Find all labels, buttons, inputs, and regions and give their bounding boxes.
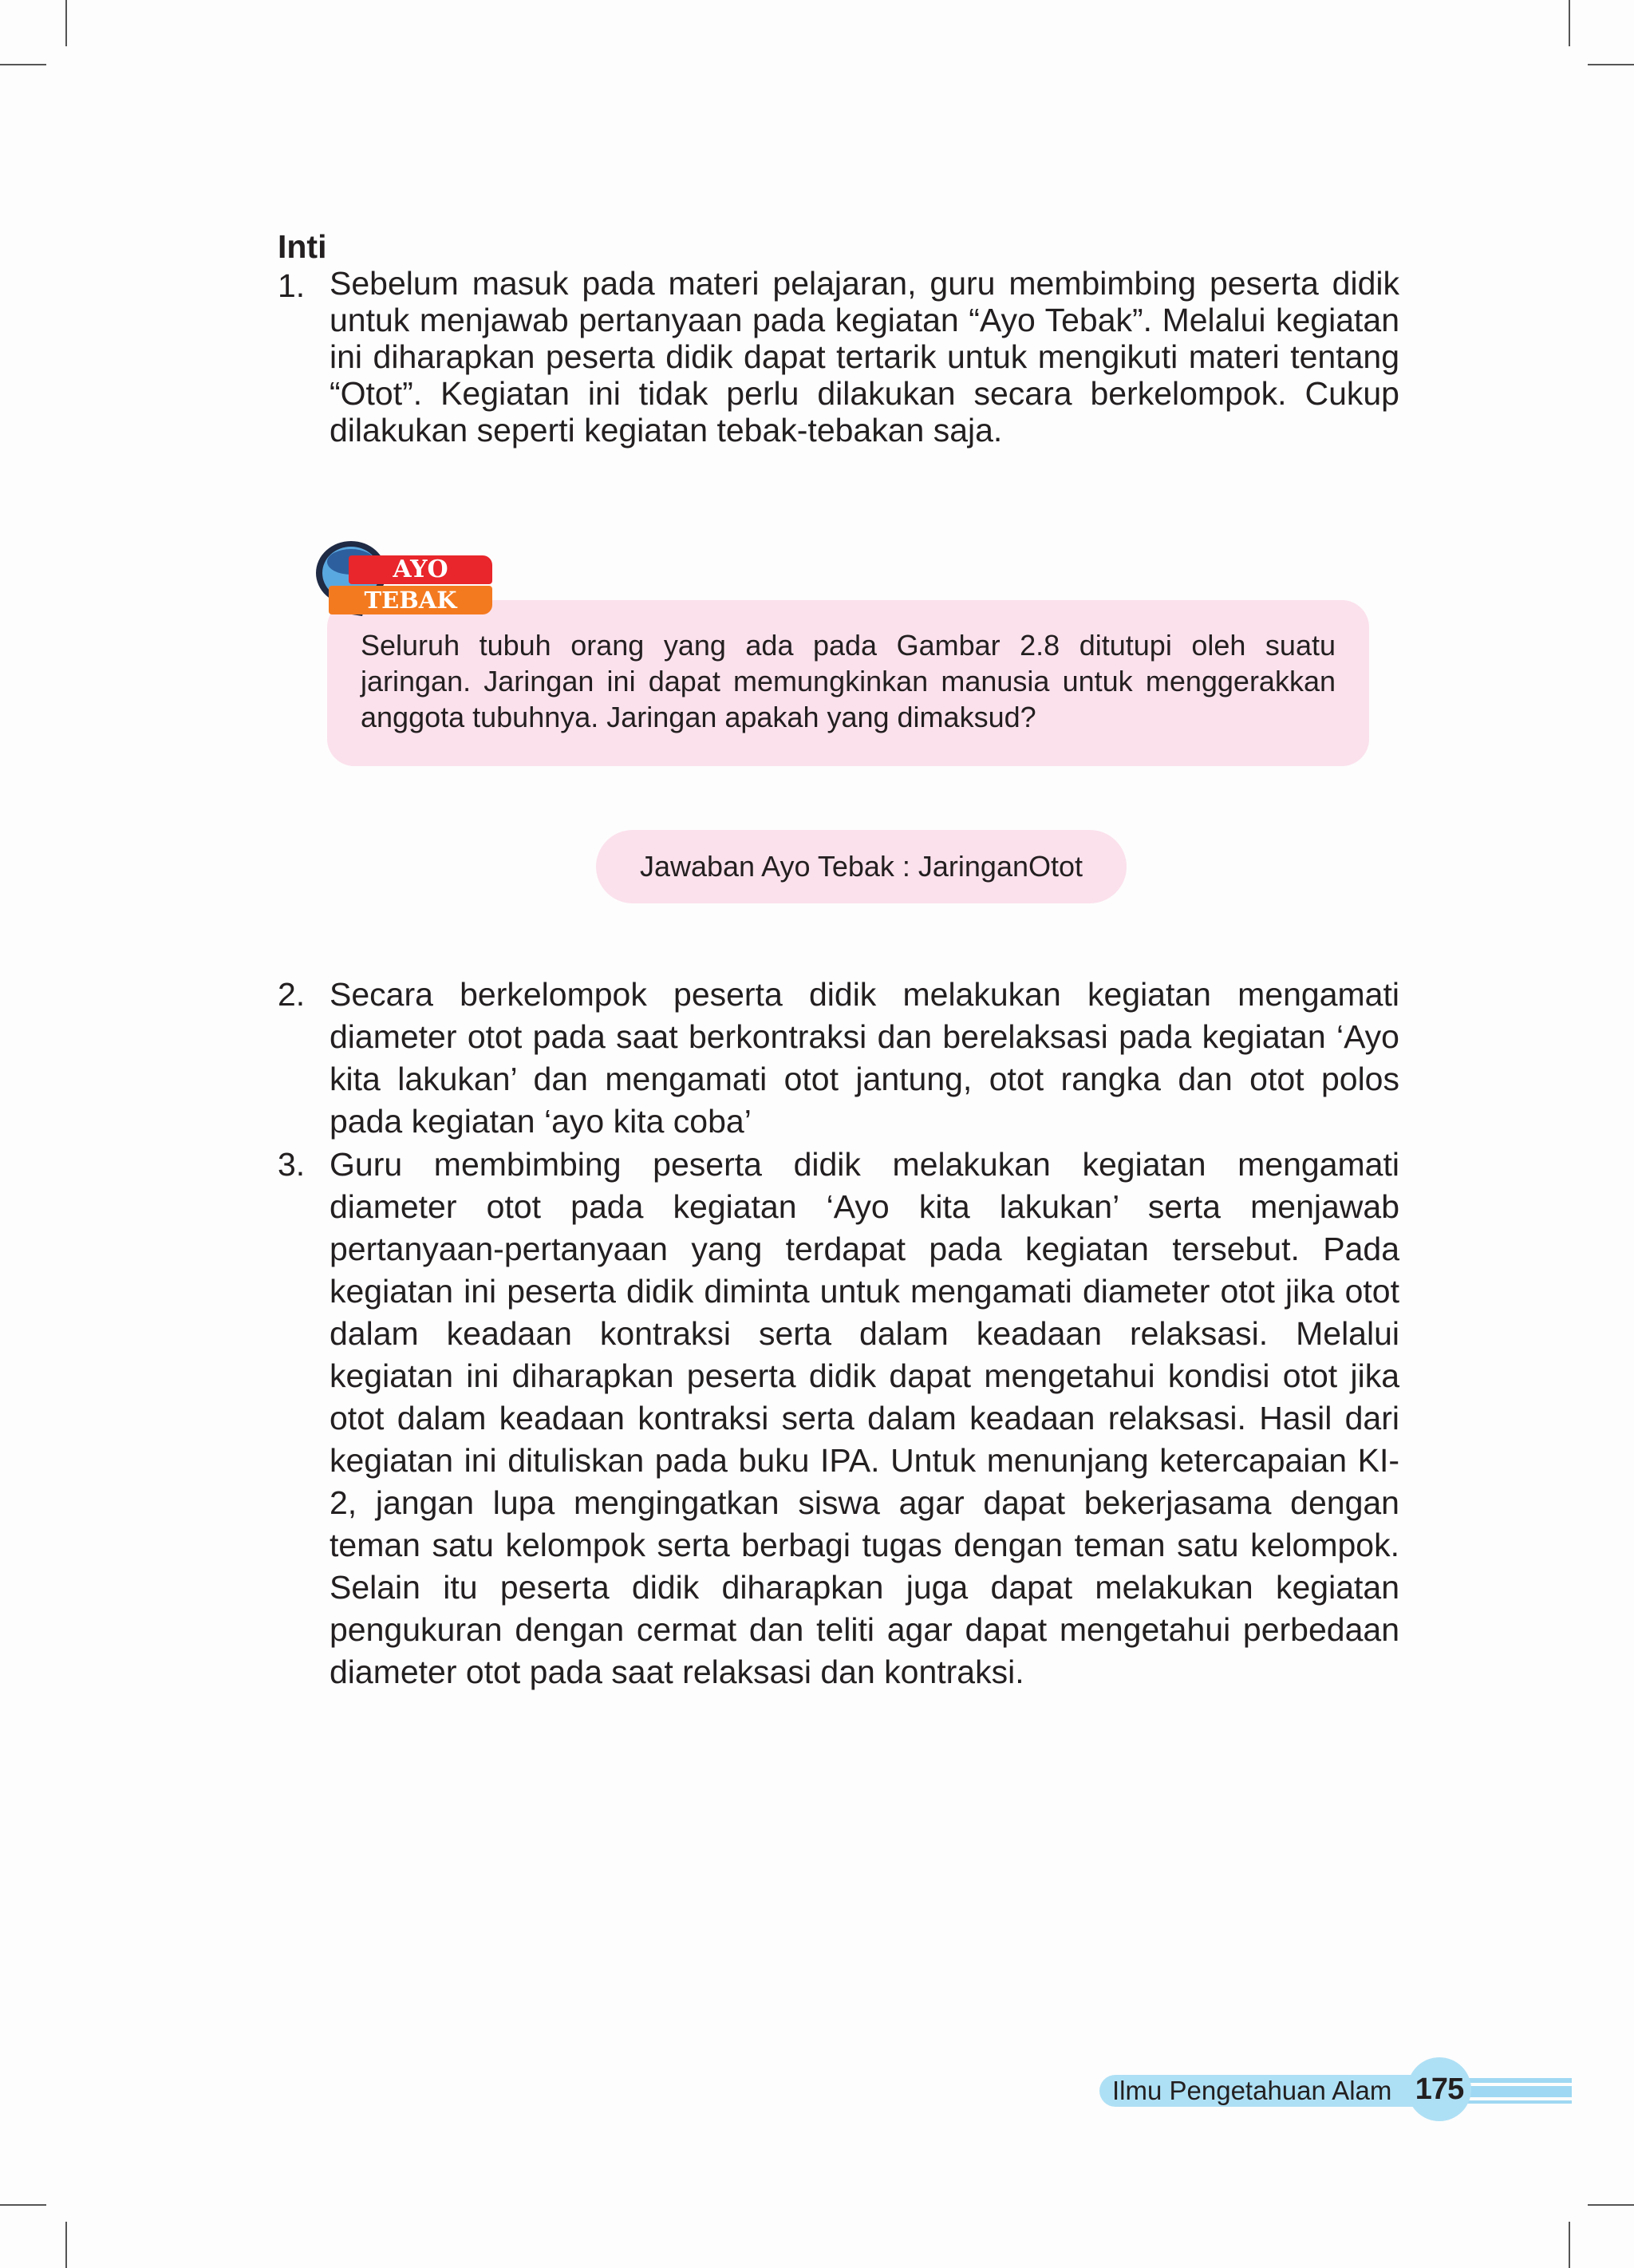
list-item-number: 3. xyxy=(278,1146,306,1183)
crop-mark xyxy=(1569,0,1570,46)
badge-label-tebak: TEBAK xyxy=(329,586,492,614)
footer-book-title: Ilmu Pengetahuan Alam xyxy=(1099,2075,1435,2107)
list-item xyxy=(278,974,1399,1143)
ayo-tebak-answer: Jawaban Ayo Tebak : JaringanOtot xyxy=(596,830,1127,903)
crop-mark xyxy=(0,64,46,65)
list-item-text: Secara berkelompok peserta didik melakukan kegiatan mengamati diameter otot pada saat berkontraksi dan berelaksasi pada kegiatan ‘Ayo kita lakukan’ dan mengamati otot jantung, otot rangka dan otot polos pada kegiatan ‘ayo kita coba’ xyxy=(330,976,1399,1140)
crop-mark xyxy=(1588,64,1634,65)
crop-mark xyxy=(65,0,67,46)
crop-mark xyxy=(0,2204,46,2206)
list-item-text: Sebelum masuk pada materi pelajaran, guru membimbing peserta didik untuk menjawab pertanyaan pada kegiatan “Ayo Tebak”. Melalui kegiatan ini diharapkan peserta didik dapat tertarik untuk mengikuti materi tentang “Otot”. Kegiatan ini tidak perlu dilakukan secara berkelompok. Cukup dilakukan seperti kegiatan tebak-tebakan saja. xyxy=(330,265,1399,448)
crop-mark xyxy=(1588,2204,1634,2206)
list-item-number: 1. xyxy=(278,267,306,304)
section-heading: Inti xyxy=(278,228,327,265)
badge-label-ayo: AYO xyxy=(349,555,492,584)
list-item-text: Guru membimbing peserta didik melakukan kegiatan mengamati diameter otot pada kegiatan ‘Ayo kita lakukan’ serta menjawab pertanyaan-pertanyaan yang terdapat pada kegiatan tersebut. Pada kegiatan ini peserta didik diminta untuk mengamati diameter otot jika otot dalam keadaan kontraksi serta dalam keadaan relaksasi. Melalui kegiatan ini diharapkan peserta didik dapat mengetahui kondisi otot jika otot dalam keadaan kontraksi serta dalam keadaan relaksasi. Hasil dari kegiatan ini dituliskan pada buku IPA. Untuk menunjang ketercapaian KI-2, jangan lupa mengingatkan siswa agar dapat bekerjasama dengan teman satu kelompok serta berbagi tugas dengan teman satu kelompok. Selain itu peserta didik diharapkan juga dapat melakukan kegiatan pengukuran dengan cermat dan teliti agar dapat mengetahui perbedaan diameter otot pada saat relaksasi dan kontraksi. xyxy=(330,1146,1399,1690)
list-item-number: 2. xyxy=(278,976,306,1013)
list-item xyxy=(278,265,1399,448)
page-number: 175 xyxy=(1415,2072,1464,2106)
ayo-tebak-question: Seluruh tubuh orang yang ada pada Gambar 2.8 ditutupi oleh suatu jaringan. Jaringan ini dapat memungkinkan manusia untuk menggerakkan anggota tubuhnya. Jaringan apakah yang dimaksud? xyxy=(361,629,1336,733)
ayo-tebak-badge xyxy=(289,530,528,626)
crop-mark xyxy=(65,2222,67,2268)
list-item xyxy=(278,1144,1399,1693)
crop-mark xyxy=(1569,2222,1570,2268)
